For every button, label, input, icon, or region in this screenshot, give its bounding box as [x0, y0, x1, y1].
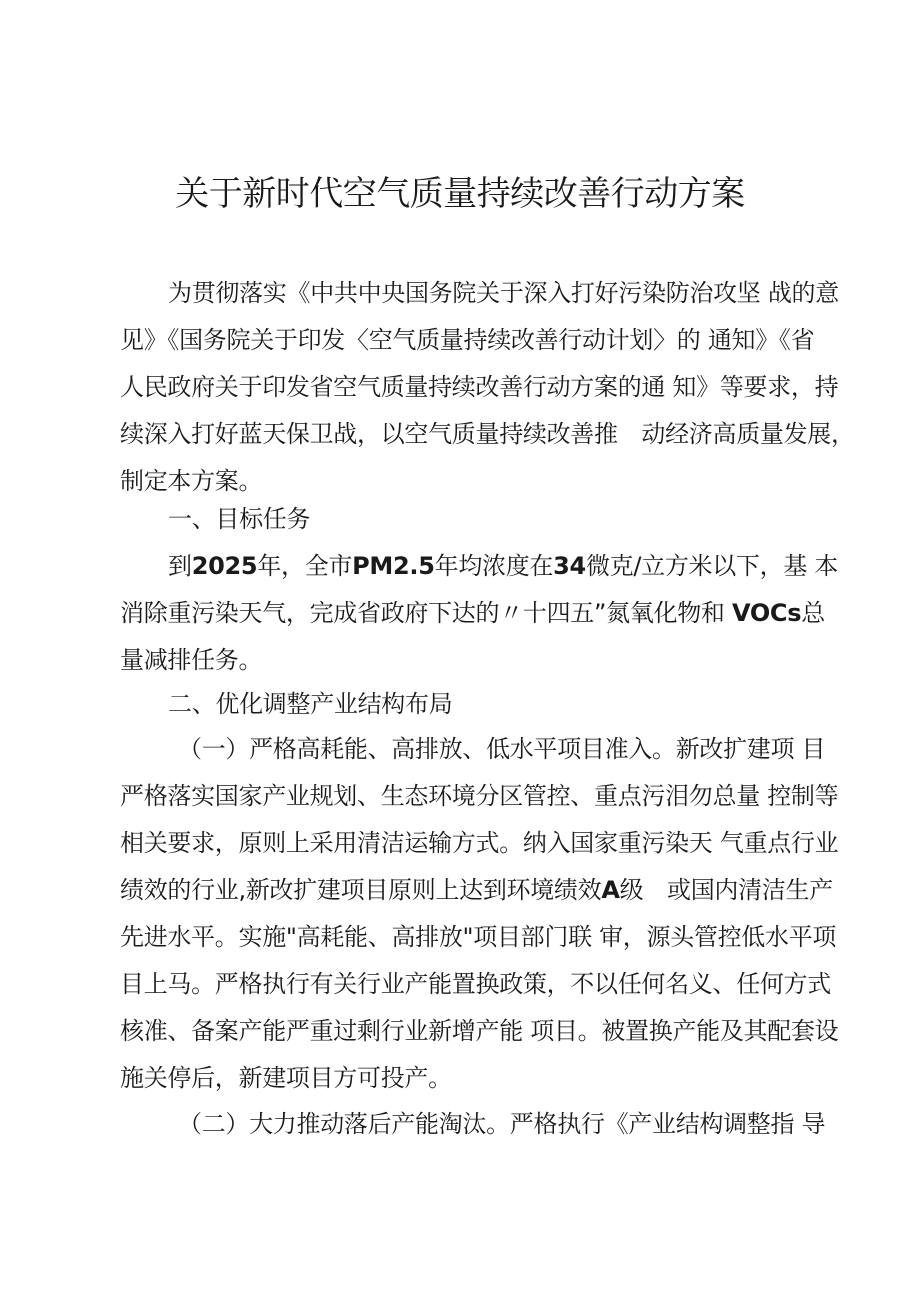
intro-line-3: 人民政府关于印发省空气质量持续改善行动方案的通 知》等要求，持: [120, 373, 839, 401]
item-1-line-7: 核准、备案产能严重过剩行业新增产能 项目。被置换产能及其配套设: [120, 1017, 839, 1045]
item-1-line-5: 先进水平。实施"高耗能、高排放"项目部门联 审，源头管控低水平项: [120, 923, 837, 951]
intro-line-4: 续深入打好蓝天保卫战，以空气质量持续改善推 动经济高质量发展，: [120, 420, 855, 448]
intro-line-1: 为贯彻落实《中共中央国务院关于深入打好污染防治攻坚 战的意: [168, 279, 839, 307]
item-1-line-6: 目上马。严格执行有关行业产能置换政策，不以任何名义、任何方式: [120, 970, 831, 998]
intro-line-2: 见》《国务院关于印发〈空气质量持续改善行动计划〉的 通知》《省: [120, 326, 815, 354]
section-1-heading: 一、目标任务: [168, 505, 311, 533]
intro-line-5: 制定本方案。: [120, 467, 263, 495]
item-1-line-3: 相关要求，原则上采用清洁运输方式。纳入国家重污染天 气重点行业: [120, 829, 839, 857]
item-1-line-4: 绩效的行业,新改扩建项目原则上达到环境绩效A级 或国内清洁生产: [120, 876, 833, 904]
document-title: 关于新时代空气质量持续改善行动方案: [175, 174, 745, 214]
item-2-line-1: （二）大力推动落后产能淘汰。严格执行《产业结构调整指 导: [178, 1110, 826, 1138]
section-1-line-1: 到2025年，全市PM2.5年均浓度在34微克/立方米以下，基 本: [168, 552, 839, 580]
section-1-line-2: 消除重污染天气，完成省政府下达的〃十四五”氮氧化物和 VOCs总: [120, 599, 825, 627]
item-1-line-2: 严格落实国家产业规划、生态环境分区管控、重点污泪勿总量 控制等: [120, 782, 839, 810]
item-1-line-1: （一）严格高耗能、高排放、低水平项目准入。新改扩建项 目: [178, 735, 826, 763]
section-2-heading: 二、优化调整产业结构布局: [168, 690, 453, 718]
item-1-line-8: 施关停后，新建项目方可投产。: [120, 1064, 452, 1092]
section-1-line-3: 量减排任务。: [120, 646, 263, 674]
